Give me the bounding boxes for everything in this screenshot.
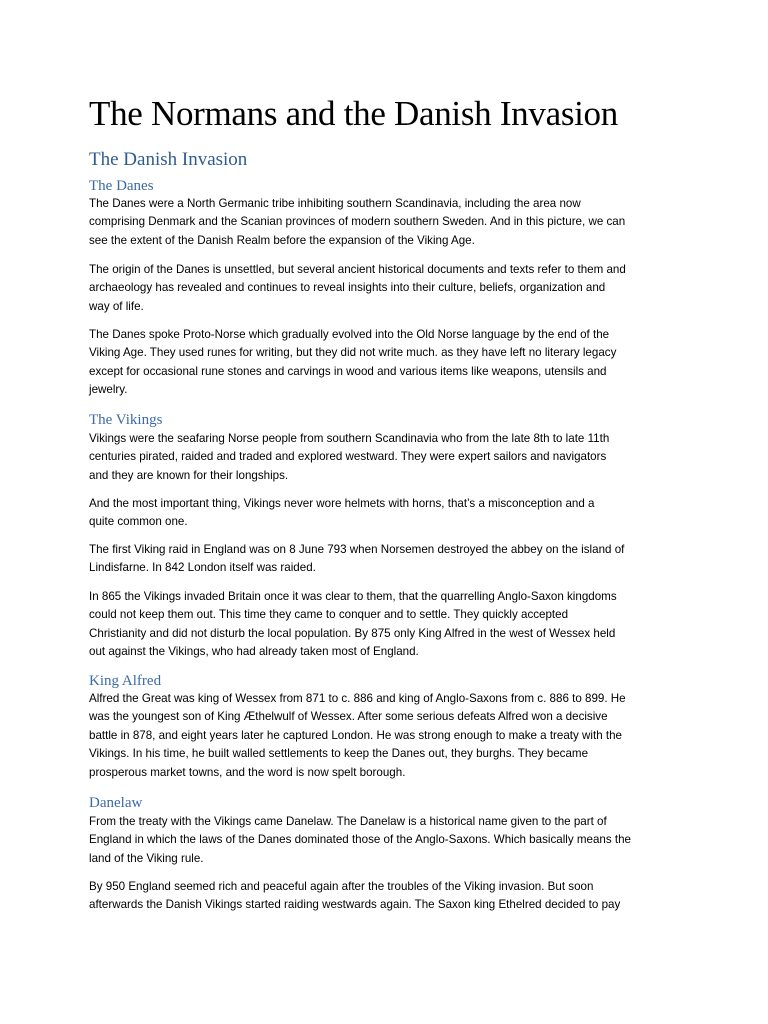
text-line: In 865 the Vikings invaded Britain once it was clear to them, that the quarrelling Anglo-Saxon kingdoms [89, 590, 617, 603]
text-line: The first Viking raid in England was on 8 June 793 when Norsemen destroyed the abbey on the island of [89, 543, 625, 556]
text-line: quite common one. [89, 515, 188, 529]
subheading-the-vikings: The Vikings [89, 412, 163, 428]
paragraph-danes-3 [89, 326, 689, 400]
paragraph-danes-1 [89, 195, 689, 250]
text-line: comprising Denmark and the Scanian provinces of modern southern Sweden. And in this picture, we can [89, 215, 626, 229]
text-line: England in which the laws of the Danes dominated those of the Anglo-Saxons. Which basically means the [89, 833, 632, 847]
text-line: The Danes were a North Germanic tribe inhibiting southern Scandinavia, including the area now [89, 197, 581, 210]
text-line: jewelry. [89, 383, 128, 397]
paragraph-vikings-4 [89, 588, 689, 662]
text-line: Christianity and did not disturb the local population. By 875 only King Alfred in the west of Wessex held [89, 626, 616, 640]
subheading-the-danes: The Danes [89, 178, 154, 194]
subheading-danelaw: Danelaw [89, 795, 143, 811]
text-line: centuries pirated, raided and traded and explored westward. They were expert sailors and navigators [89, 450, 607, 464]
section-heading-danish-invasion: The Danish Invasion [89, 149, 248, 170]
page-title: The Normans and the Danish Invasion [89, 94, 618, 133]
text-line: out against the Vikings, who had already taken most of England. [89, 645, 419, 659]
text-line: could not keep them out. This time they came to conquer and to settle. They quickly accepted [89, 608, 569, 622]
text-line: see the extent of the Danish Realm before the expansion of the Viking Age. [89, 233, 475, 247]
text-line: Vikings. In his time, he built walled settlements to keep the Danes out, they burghs. They became [89, 747, 589, 761]
text-line: way of life. [89, 299, 144, 313]
text-line: Lindisfarne. In 842 London itself was raided. [89, 561, 316, 575]
text-line: And the most important thing, Vikings never wore helmets with horns, that’s a misconception and a [89, 497, 595, 510]
text-line: and they are known for their longships. [89, 468, 289, 482]
paragraph-vikings-3 [89, 541, 689, 578]
paragraph-danelaw-1 [89, 813, 689, 868]
text-line: except for occasional rune stones and carvings in wood and various items like weapons, utensils and [89, 364, 607, 378]
text-line: The Danes spoke Proto-Norse which gradually evolved into the Old Norse language by the end of the [89, 328, 610, 341]
text-line: By 950 England seemed rich and peaceful again after the troubles of the Viking invasion. But soon [89, 880, 594, 893]
text-line: afterwards the Danish Vikings started raiding westwards again. The Saxon king Ethelred decided to pay [89, 898, 621, 912]
paragraph-danelaw-2 [89, 878, 689, 915]
paragraph-vikings-1 [89, 430, 689, 485]
text-line: The origin of the Danes is unsettled, but several ancient historical documents and texts refer to them and [89, 263, 626, 276]
text-line: archaeology has revealed and continues to reveal insights into their culture, beliefs, organization and [89, 281, 606, 295]
text-line: Viking Age. They used runes for writing, but they did not write much. as they have left no literary legacy [89, 346, 617, 360]
text-line: battle in 878, and eight years later he captured London. He was strong enough to make a treaty with the [89, 728, 623, 742]
text-line: Alfred the Great was king of Wessex from 871 to c. 886 and king of Anglo-Saxons from c. 886 to 899. He [89, 692, 626, 705]
subheading-king-alfred: King Alfred [89, 673, 162, 689]
text-line: Vikings were the seafaring Norse people from southern Scandinavia who from the late 8th to late 11th [89, 432, 610, 445]
text-line: prosperous market towns, and the word is now spelt borough. [89, 765, 406, 779]
paragraph-danes-2 [89, 261, 689, 316]
paragraph-vikings-2 [89, 495, 689, 532]
text-line: land of the Viking rule. [89, 851, 204, 865]
text-line: From the treaty with the Vikings came Danelaw. The Danelaw is a historical name given to the part of [89, 815, 607, 828]
text-line: was the youngest son of King Æthelwulf of Wessex. After some serious defeats Alfred won a decisive [89, 710, 608, 724]
paragraph-alfred-1 [89, 690, 689, 782]
